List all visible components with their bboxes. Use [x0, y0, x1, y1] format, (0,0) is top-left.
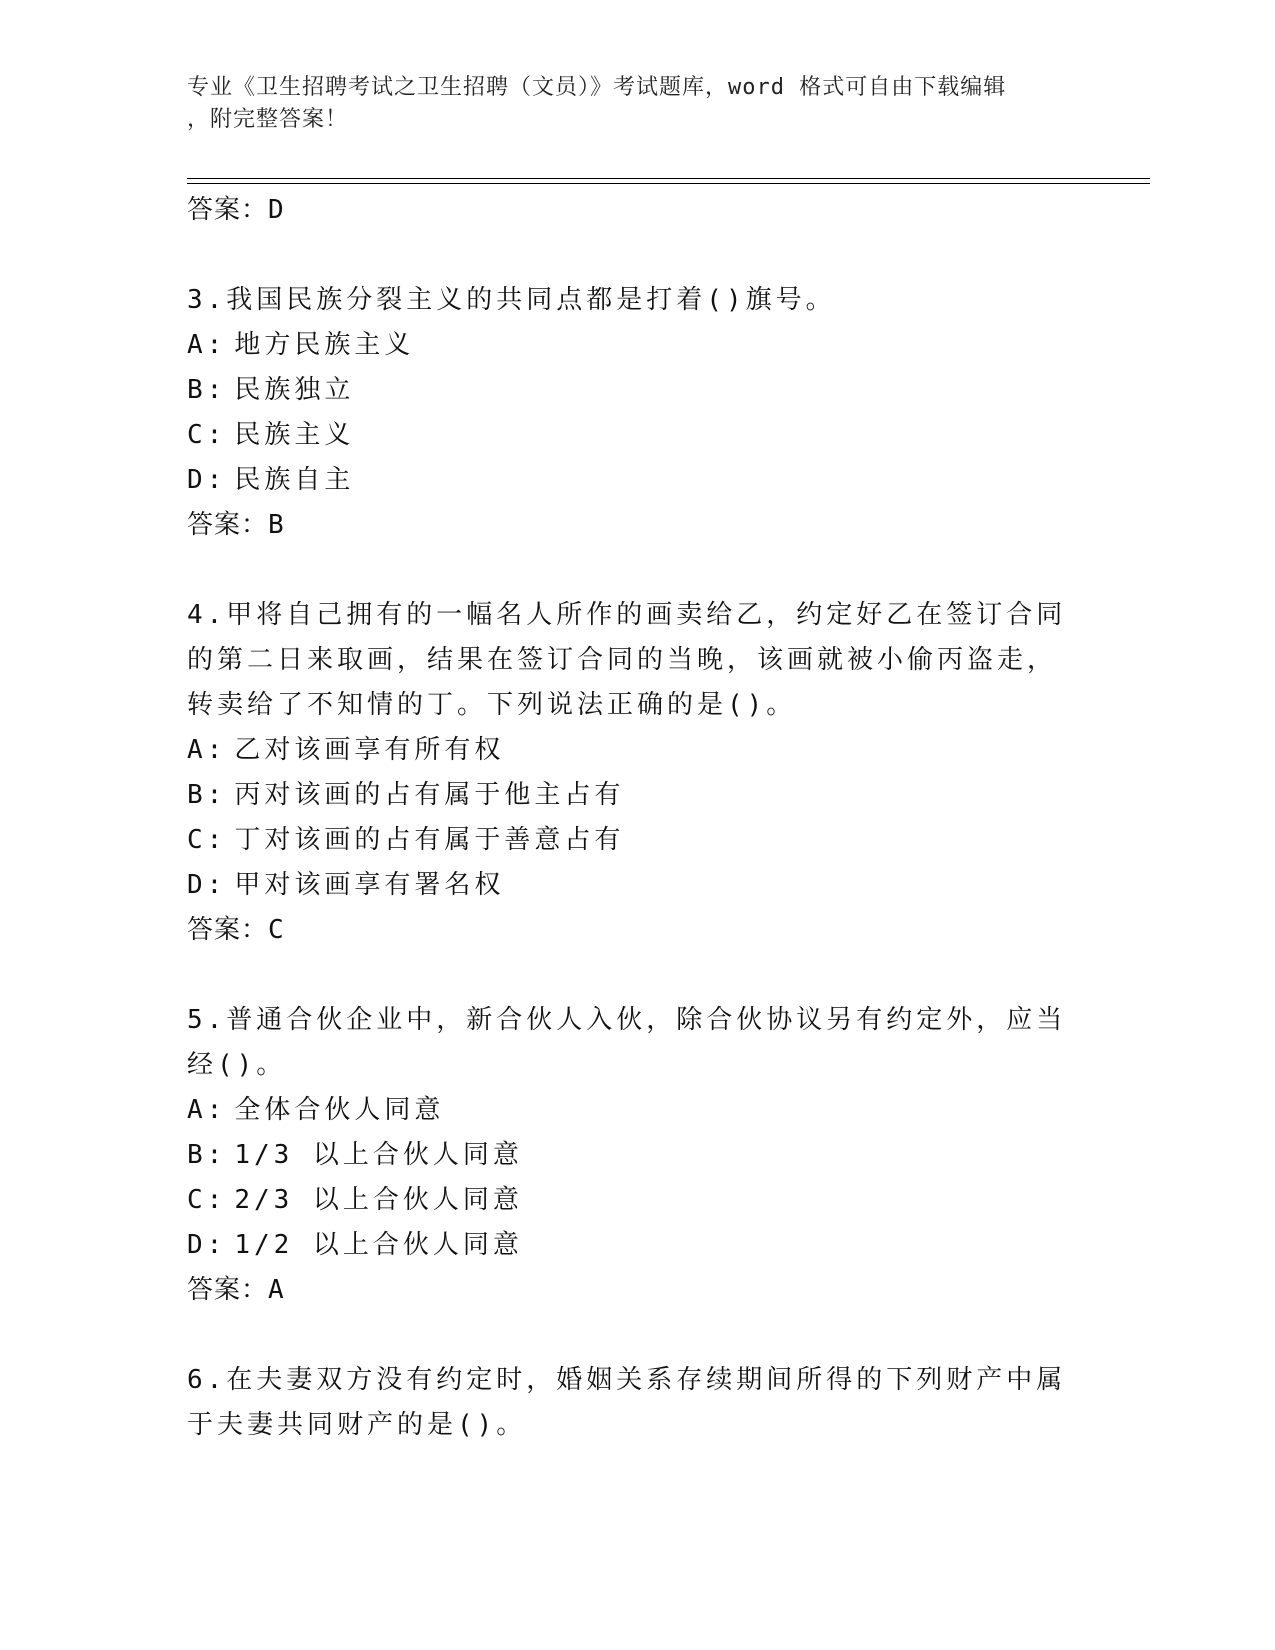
answer-prefix: 答案： [187, 915, 269, 945]
question-block [187, 998, 1067, 1314]
option-text: 民族自主 [234, 465, 355, 495]
question-list [187, 188, 1067, 1448]
question-stem: 5.普通合伙企业中，新合伙人入伙，除合伙协议另有约定外，应当经()。 [187, 1005, 1067, 1080]
answer-line [187, 1268, 1067, 1314]
option-key: C: [187, 420, 227, 450]
page-header [187, 72, 1087, 136]
question-option [187, 818, 1067, 863]
option-text: 丁对该画的占有属于善意占有 [234, 825, 625, 855]
option-key: A: [187, 330, 227, 360]
question-gap [187, 1314, 1067, 1358]
option-key: B: [187, 780, 227, 810]
answer-value: C [268, 915, 285, 945]
answer-prefix: 答案： [187, 195, 269, 225]
option-key: B: [187, 1140, 227, 1170]
question-option [187, 863, 1067, 908]
option-text: 地方民族主义 [234, 330, 415, 360]
question-option [187, 1178, 1067, 1223]
question-gap [187, 234, 1067, 278]
question-option [187, 413, 1067, 458]
answer-line [187, 188, 1067, 234]
answer-prefix: 答案： [187, 510, 269, 540]
answer-prefix: 答案： [187, 1275, 269, 1305]
option-key: D: [187, 465, 227, 495]
header-line-1: 专业《卫生招聘考试之卫生招聘（文员）》考试题库，word 格式可自由下载编辑 [187, 75, 1007, 100]
question-block [187, 1358, 1067, 1448]
option-text: 乙对该画享有所有权 [234, 735, 505, 765]
question-gap [187, 549, 1067, 593]
option-text: 丙对该画的占有属于他主占有 [234, 780, 625, 810]
question-stem: 4.甲将自己拥有的一幅名人所作的画卖给乙，约定好乙在签订合同的第二日来取画，结果在签订合同的当晚，该画就被小偷丙盗走，转卖给了不知情的丁。下列说法正确的是()。 [187, 600, 1067, 720]
question-option [187, 1223, 1067, 1268]
option-key: A: [187, 1095, 227, 1125]
question-option [187, 368, 1067, 413]
option-key: D: [187, 870, 227, 900]
option-text: 1/2 以上合伙人同意 [234, 1230, 523, 1260]
question-option [187, 323, 1067, 368]
answer-value: D [268, 195, 285, 225]
option-text: 甲对该画享有署名权 [234, 870, 505, 900]
option-key: C: [187, 825, 227, 855]
question-block [187, 593, 1067, 954]
question-stem: 6.在夫妻双方没有约定时，婚姻关系存续期间所得的下列财产中属于夫妻共同财产的是()。 [187, 1365, 1067, 1440]
answer-value: A [268, 1275, 285, 1305]
answer-line [187, 503, 1067, 549]
question-option [187, 728, 1067, 773]
option-key: A: [187, 735, 227, 765]
header-divider [187, 178, 1150, 184]
answer-value: B [268, 510, 285, 540]
option-text: 1/3 以上合伙人同意 [234, 1140, 523, 1170]
question-stem: 3.我国民族分裂主义的共同点都是打着()旗号。 [187, 285, 836, 315]
question-option [187, 1133, 1067, 1178]
question-option [187, 458, 1067, 503]
option-text: 民族独立 [234, 375, 355, 405]
question-option [187, 773, 1067, 818]
header-line-2: ，附完整答案！ [187, 107, 349, 132]
option-key: C: [187, 1185, 227, 1215]
option-text: 全体合伙人同意 [234, 1095, 445, 1125]
option-key: B: [187, 375, 227, 405]
question-option [187, 1088, 1067, 1133]
option-key: D: [187, 1230, 227, 1260]
option-text: 2/3 以上合伙人同意 [234, 1185, 523, 1215]
option-text: 民族主义 [234, 420, 355, 450]
answer-line [187, 908, 1067, 954]
question-gap [187, 954, 1067, 998]
question-block [187, 278, 1067, 549]
